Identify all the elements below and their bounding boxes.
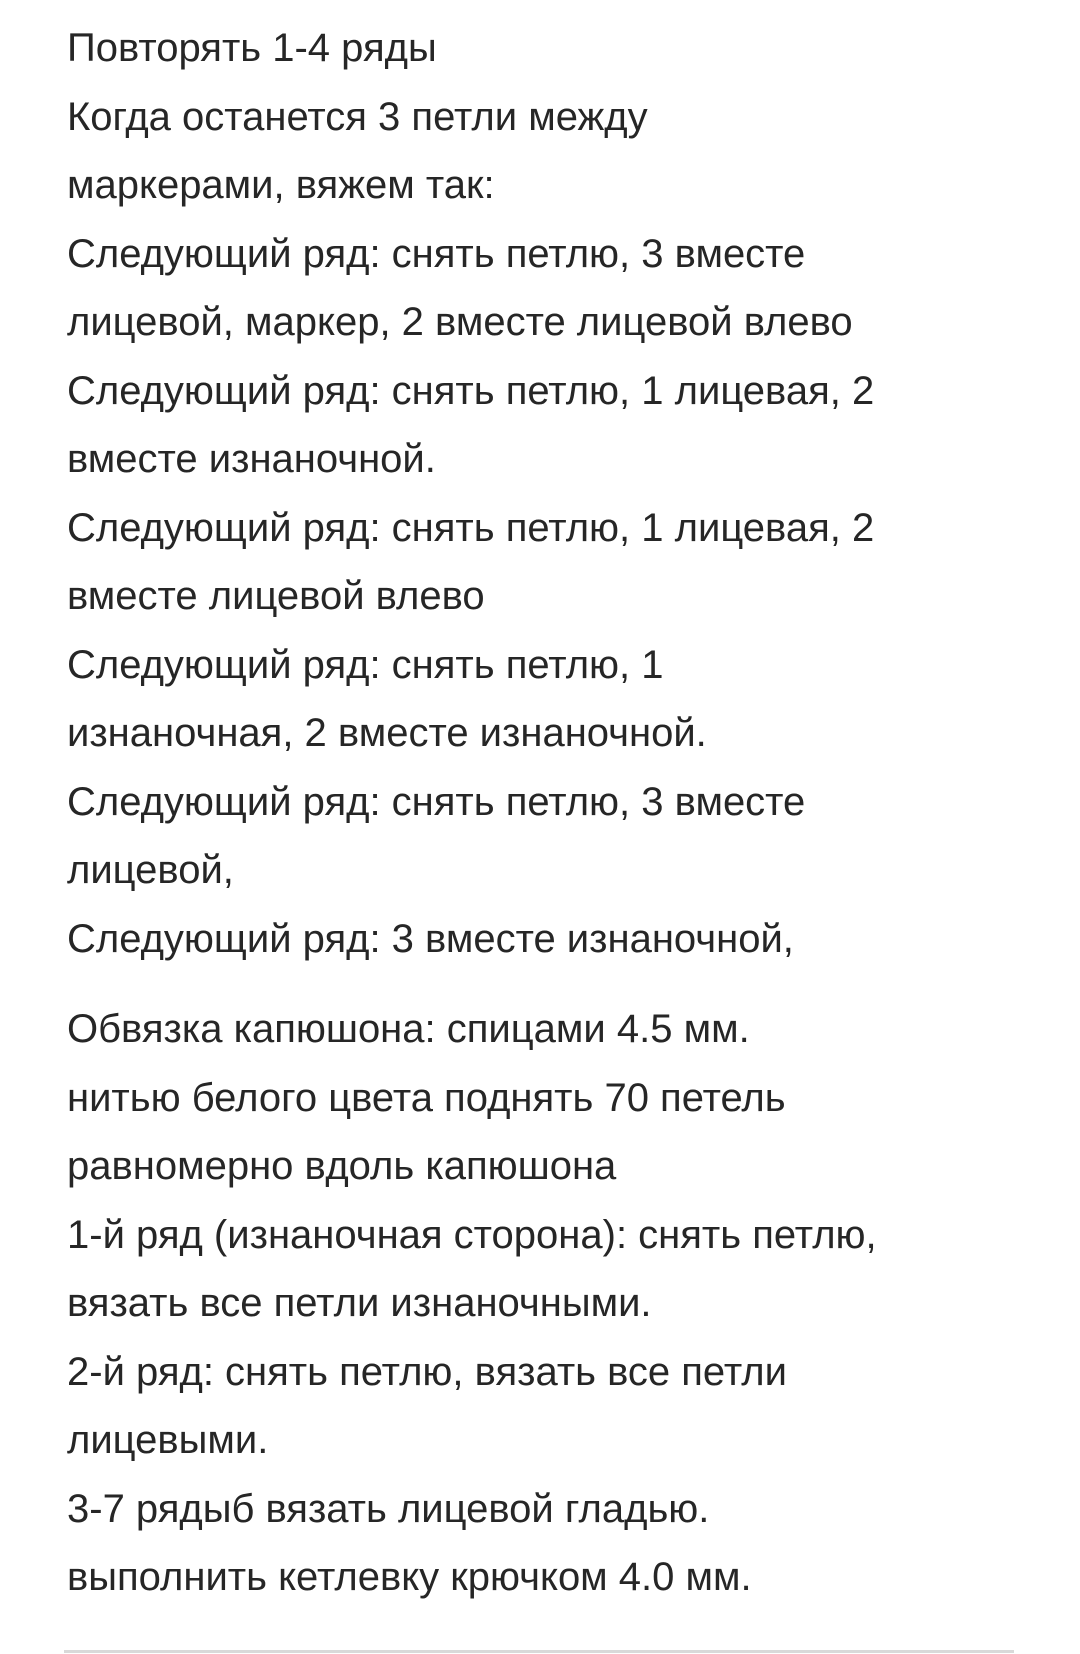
- text-line: Следующий ряд: 3 вместе изнаночной,: [67, 916, 794, 961]
- text-line: лицевой,: [67, 848, 234, 892]
- text-line: Следующий ряд: снять петлю, 1 лицевая, 2: [67, 368, 875, 413]
- bottom-divider: [64, 1650, 1014, 1653]
- text-line: 1-й ряд (изнаночная сторона): снять петлю,: [67, 1212, 877, 1257]
- paragraph-decrease-rows: [67, 14, 1057, 973]
- text-line: Обвязка капюшона: спицами 4.5 мм.: [67, 1007, 750, 1051]
- article-body: [67, 14, 1057, 1612]
- text-line: выполнить кетлевку крючком 4.0 мм.: [67, 1555, 752, 1599]
- text-line: лицевыми.: [67, 1418, 269, 1462]
- text-line: маркерами, вяжем так:: [67, 163, 495, 207]
- text-line: 2-й ряд: снять петлю, вязать все петли: [67, 1349, 787, 1394]
- text-line: Следующий ряд: снять петлю, 3 вместе: [67, 231, 806, 276]
- text-line: Следующий ряд: снять петлю, 3 вместе: [67, 779, 806, 824]
- text-line: вместе лицевой влево: [67, 574, 485, 618]
- text-line: вязать все петли изнаночными.: [67, 1281, 652, 1325]
- text-line: Следующий ряд: снять петлю, 1 лицевая, 2: [67, 505, 875, 550]
- text-line: 3-7 рядыб вязать лицевой гладью.: [67, 1486, 710, 1531]
- text-line: изнаночная, 2 вместе изнаночной.: [67, 711, 707, 755]
- text-line: Когда останется 3 петли между: [67, 94, 648, 139]
- text-line: лицевой, маркер, 2 вместе лицевой влево: [67, 300, 853, 344]
- text-line: нитью белого цвета поднять 70 петель: [67, 1075, 786, 1120]
- text-line: Следующий ряд: снять петлю, 1: [67, 642, 664, 687]
- text-line: Повторять 1-4 ряды: [67, 26, 437, 70]
- paragraph-hood-edging: [67, 995, 1057, 1612]
- text-line: равномерно вдоль капюшона: [67, 1144, 617, 1188]
- text-line: вместе изнаночной.: [67, 437, 436, 481]
